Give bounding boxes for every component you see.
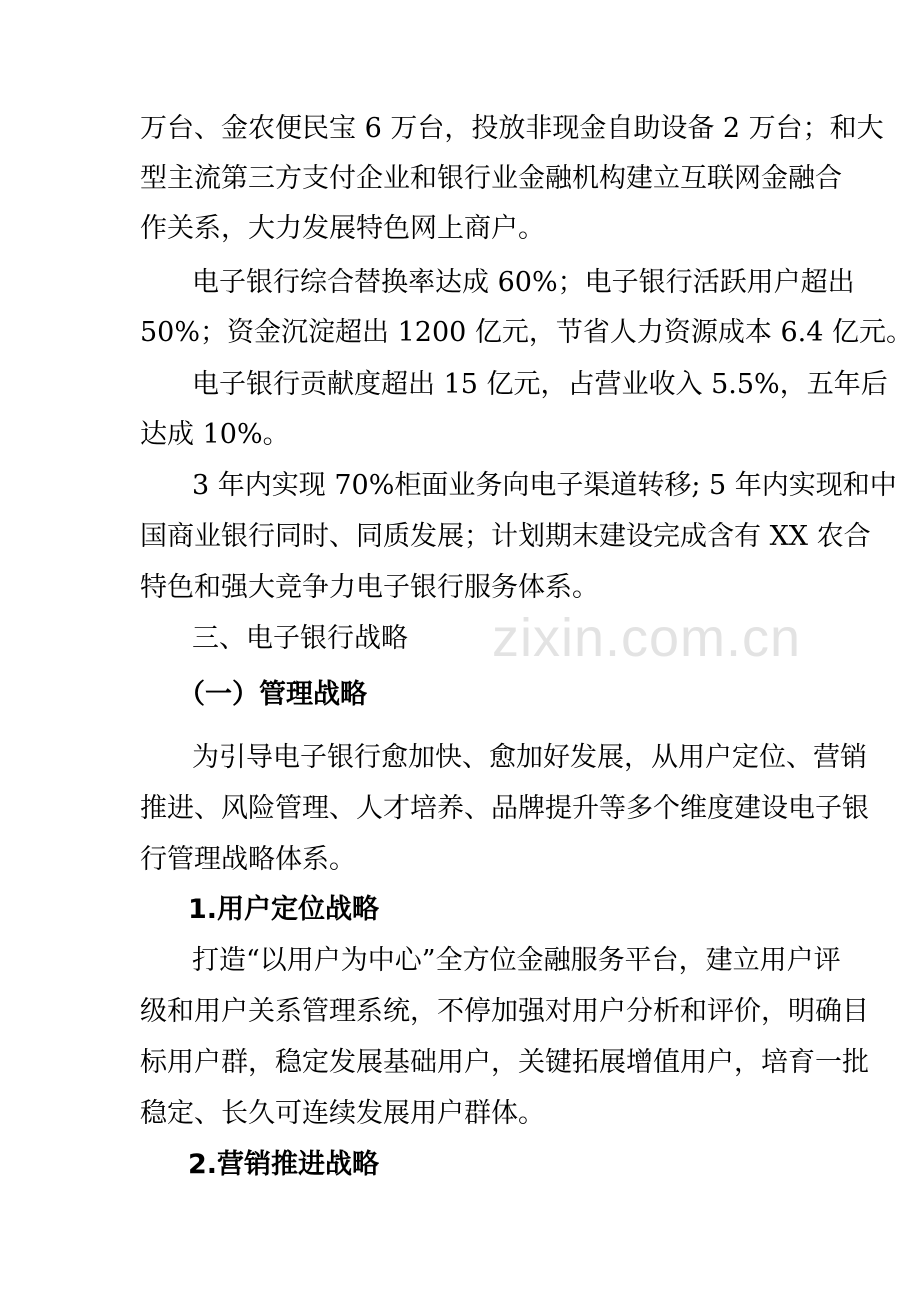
subsection-heading: （一）管理战略 (178, 679, 367, 710)
subsection-heading: 2.营销推进战略 (188, 1149, 380, 1180)
body-line: 国商业银行同时、同质发展；计划期末建设完成含有 XX 农合 (140, 521, 871, 552)
paragraph-start: 3 年内实现 70%柜面业务向电子渠道转移; 5 年内实现和中 (192, 470, 897, 501)
body-line: 达成 10%。 (140, 419, 290, 450)
body-line: 推进、风险管理、人才培养、品牌提升等多个维度建设电子银 (140, 793, 869, 824)
body-line: 50%；资金沉淀超出 1200 亿元，节省人力资源成本 6.4 亿元。 (140, 317, 913, 348)
paragraph-start: 打造“以用户为中心”全方位金融服务平台，建立用户评 (192, 945, 841, 976)
subsection-heading: 1.用户定位战略 (188, 894, 380, 925)
paragraph-start: 为引导电子银行愈加快、愈加好发展，从用户定位、营销 (192, 742, 867, 773)
watermark: zixin.com.cn (492, 608, 802, 668)
body-line: 型主流第三方支付企业和银行业金融机构建立互联网金融合 (140, 163, 842, 194)
body-line: 万台、金农便民宝 6 万台，投放非现金自助设备 2 万台；和大 (140, 113, 884, 144)
body-line: 级和用户关系管理系统，不停加强对用户分析和评价，明确目 (140, 996, 869, 1027)
body-line: 作关系，大力发展特色网上商户。 (140, 213, 545, 244)
body-line: 标用户群，稳定发展基础用户，关键拓展增值用户，培育一批 (140, 1047, 869, 1078)
paragraph-start: 电子银行贡献度超出 15 亿元，占营业收入 5.5%，五年后 (192, 369, 888, 400)
body-line: 稳定、长久可连续发展用户群体。 (140, 1098, 545, 1129)
section-heading: 三、电子银行战略 (192, 623, 408, 654)
body-line: 行管理战略体系。 (140, 844, 356, 875)
paragraph-start: 电子银行综合替换率达成 60%；电子银行活跃用户超出 (192, 267, 855, 298)
body-line: 特色和强大竞争力电子银行服务体系。 (140, 572, 599, 603)
